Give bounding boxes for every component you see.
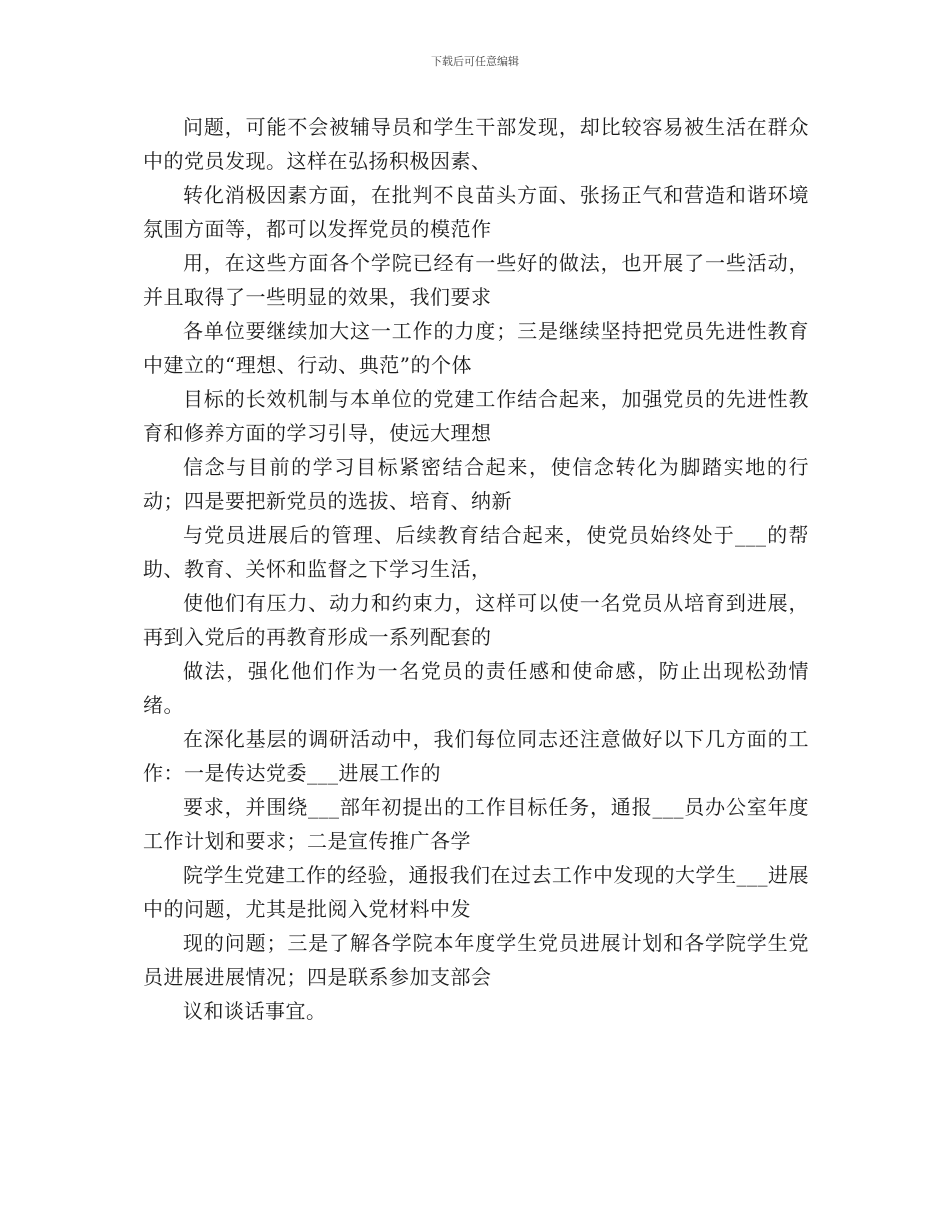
paragraph: 院学生党建工作的经验，通报我们在过去工作中发现的大学生___进展中的问题，尤其是批阅入党材料中发 <box>143 863 809 921</box>
paragraph: 信念与目前的学习目标紧密结合起来，使信念转化为脚踏实地的行动；四是要把新党员的选拔、培育、纳新 <box>143 455 809 513</box>
paragraph: 议和谈话事宜。 <box>183 999 327 1023</box>
paragraph: 与党员进展后的管理、后续教育结合起来，使党员始终处于___的帮助、教育、关怀和监督之下学习生活， <box>143 523 809 581</box>
document-body <box>143 110 809 1028</box>
paragraph: 在深化基层的调研活动中，我们每位同志还注意做好以下几方面的工作：一是传达党委___进展工作的 <box>143 727 809 785</box>
paragraph: 转化消极因素方面，在批判不良苗头方面、张扬正气和营造和谐环境氛围方面等，都可以发挥党员的模范作 <box>143 183 809 241</box>
paragraph: 用，在这些方面各个学院已经有一些好的做法，也开展了一些活动，并且取得了一些明显的效果，我们要求 <box>143 251 809 309</box>
paragraph: 问题，可能不会被辅导员和学生干部发现，却比较容易被生活在群众中的党员发现。这样在弘扬积极因素、 <box>143 115 809 173</box>
paragraph: 使他们有压力、动力和约束力，这样可以使一名党员从培育到进展，再到入党后的再教育形成一系列配套的 <box>143 591 809 649</box>
paragraph: 做法，强化他们作为一名党员的责任感和使命感，防止出现松劲情绪。 <box>143 659 809 717</box>
page-header: 下载后可任意编辑 <box>431 55 519 68</box>
paragraph: 要求，并围绕___部年初提出的工作目标任务，通报___员办公室年度工作计划和要求；二是宣传推广各学 <box>143 795 809 853</box>
paragraph: 各单位要继续加大这一工作的力度；三是继续坚持把党员先进性教育中建立的“理想、行动、典范”的个体 <box>143 319 809 377</box>
paragraph: 现的问题；三是了解各学院本年度学生党员进展计划和各学院学生党员进展进展情况；四是联系参加支部会 <box>143 931 809 989</box>
paragraph: 目标的长效机制与本单位的党建工作结合起来，加强党员的先进性教育和修养方面的学习引导，使远大理想 <box>143 387 809 445</box>
